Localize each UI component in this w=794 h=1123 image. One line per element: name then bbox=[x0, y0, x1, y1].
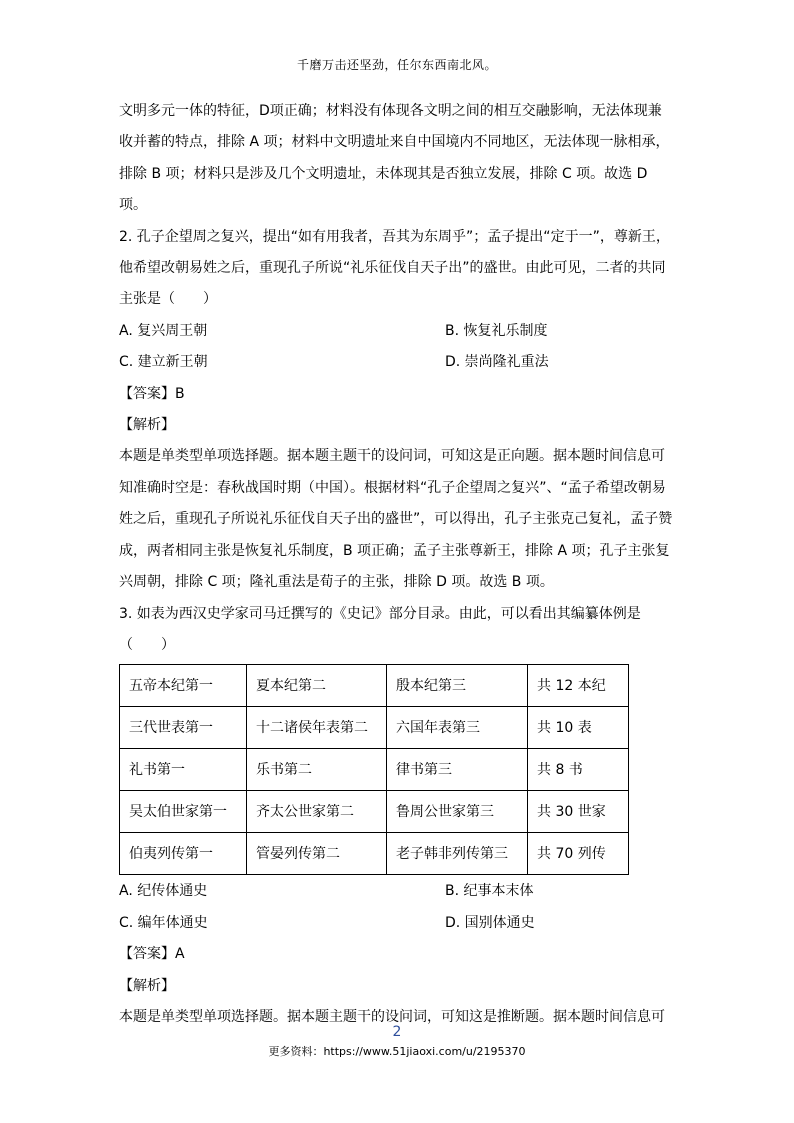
option-b: B. 纪事本末体 bbox=[445, 883, 534, 900]
text-line: 项。 bbox=[119, 197, 147, 214]
question-2-options-row bbox=[119, 347, 679, 378]
table-cell: 共 10 表 bbox=[528, 707, 629, 749]
analysis-line: 本题是单类型单项选择题。据本题主题干的设问词，可知这是正向题。据本题时间信息可 bbox=[119, 448, 665, 465]
analysis-line: 本题是单类型单项选择题。据本题主题干的设问词，可知这是推断题。据本题时间信息可 bbox=[119, 1008, 665, 1025]
table-cell: 夏本纪第二 bbox=[247, 665, 387, 707]
option-c: C. 编年体通史 bbox=[119, 914, 208, 931]
table-row bbox=[120, 791, 629, 833]
option-b: B. 恢复礼乐制度 bbox=[445, 322, 548, 339]
question-3-options-row bbox=[119, 908, 679, 939]
question-2-options-row bbox=[119, 316, 679, 347]
table-cell: 五帝本纪第一 bbox=[120, 665, 247, 707]
option-c: C. 建立新王朝 bbox=[119, 354, 208, 371]
analysis-line: 姓之后，重现孔子所说礼乐征伐自天子出的盛世”，可以得出，孔子主张克己复礼，孟子赞 bbox=[119, 511, 673, 528]
analysis-line: 兴周朝，排除 C 项；隆礼重法是荀子的主张，排除 D 项。故选 B 项。 bbox=[119, 574, 554, 591]
table-row bbox=[120, 833, 629, 875]
page-number: 2 bbox=[392, 1024, 402, 1040]
question-2-answer: 【答案】B bbox=[119, 385, 185, 402]
table-cell: 老子韩非列传第三 bbox=[387, 833, 528, 875]
table-row bbox=[120, 749, 629, 791]
text-line: 文明多元一体的特征，D项正确；材料没有体现各文明之间的相互交融影响，无法体现兼 bbox=[119, 103, 662, 119]
question-2-stem: 主张是（ ） bbox=[119, 291, 217, 308]
page-footer: 更多资料：https://www.51jiaoxi.com/u/2195370 bbox=[268, 1045, 526, 1058]
table-cell: 三代世表第一 bbox=[120, 707, 247, 749]
page-content bbox=[119, 96, 679, 1033]
option-a: A. 复兴周王朝 bbox=[119, 322, 208, 339]
table-cell: 共 30 世家 bbox=[528, 791, 629, 833]
table-cell: 管晏列传第二 bbox=[247, 833, 387, 875]
option-d: D. 崇尚隆礼重法 bbox=[445, 354, 549, 371]
text-line: 收并蓄的特点，排除 A 项；材料中文明遗址来自中国境内不同地区，无法体现一脉相承， bbox=[119, 134, 670, 151]
table-cell: 鲁周公世家第三 bbox=[387, 791, 528, 833]
question-3-analysis-title: 【解析】 bbox=[119, 977, 175, 994]
table-cell: 伯夷列传第一 bbox=[120, 833, 247, 875]
table-cell: 齐太公世家第二 bbox=[247, 791, 387, 833]
question-3-stem: （ ） bbox=[119, 636, 175, 653]
table-cell: 共 8 书 bbox=[528, 749, 629, 791]
option-d: D. 国别体通史 bbox=[445, 914, 535, 931]
table-cell: 共 70 列传 bbox=[528, 833, 629, 875]
table-cell: 吴太伯世家第一 bbox=[120, 791, 247, 833]
table-row bbox=[120, 707, 629, 749]
question-3-stem: 3. 如表为西汉史学家司马迁撰写的《史记》部分目录。由此，可以看出其编纂体例是 bbox=[119, 605, 641, 622]
question-2-analysis-title: 【解析】 bbox=[119, 417, 175, 434]
table-cell: 六国年表第三 bbox=[387, 707, 528, 749]
table-row bbox=[120, 665, 629, 707]
table-cell: 礼书第一 bbox=[120, 749, 247, 791]
table-cell: 殷本纪第三 bbox=[387, 665, 528, 707]
analysis-line: 知准确时空是：春秋战国时期（中国）。根据材料“孔子企望周之复兴”、“孟子希望改朝易 bbox=[119, 479, 666, 496]
table-cell: 共 12 本纪 bbox=[528, 665, 629, 707]
option-a: A. 纪传体通史 bbox=[119, 883, 208, 900]
question-2-stem: 他希望改朝易姓之后，重现孔子所说“礼乐征伐自天子出”的盛世。由此可见，二者的共同 bbox=[119, 260, 666, 277]
text-line: 排除 B 项；材料只是涉及几个文明遗址，未体现其是否独立发展，排除 C 项。故选 D bbox=[119, 165, 648, 182]
page-header: 千磨万击还坚劲，任尔东西南北风。 bbox=[296, 58, 497, 72]
shiji-catalog-table bbox=[119, 664, 629, 875]
table-cell: 律书第三 bbox=[387, 749, 528, 791]
question-3-options-row bbox=[119, 876, 679, 907]
table-cell: 乐书第二 bbox=[247, 749, 387, 791]
question-2-stem: 2. 孔子企望周之复兴，提出“如有用我者，吾其为东周乎”；孟子提出“定于一”，尊新王， bbox=[119, 228, 670, 245]
table-cell: 十二诸侯年表第二 bbox=[247, 707, 387, 749]
question-3-answer: 【答案】A bbox=[119, 946, 185, 963]
analysis-line: 成，两者相同主张是恢复礼乐制度，B 项正确；孟子主张尊新王，排除 A 项；孔子主张复 bbox=[119, 542, 670, 559]
